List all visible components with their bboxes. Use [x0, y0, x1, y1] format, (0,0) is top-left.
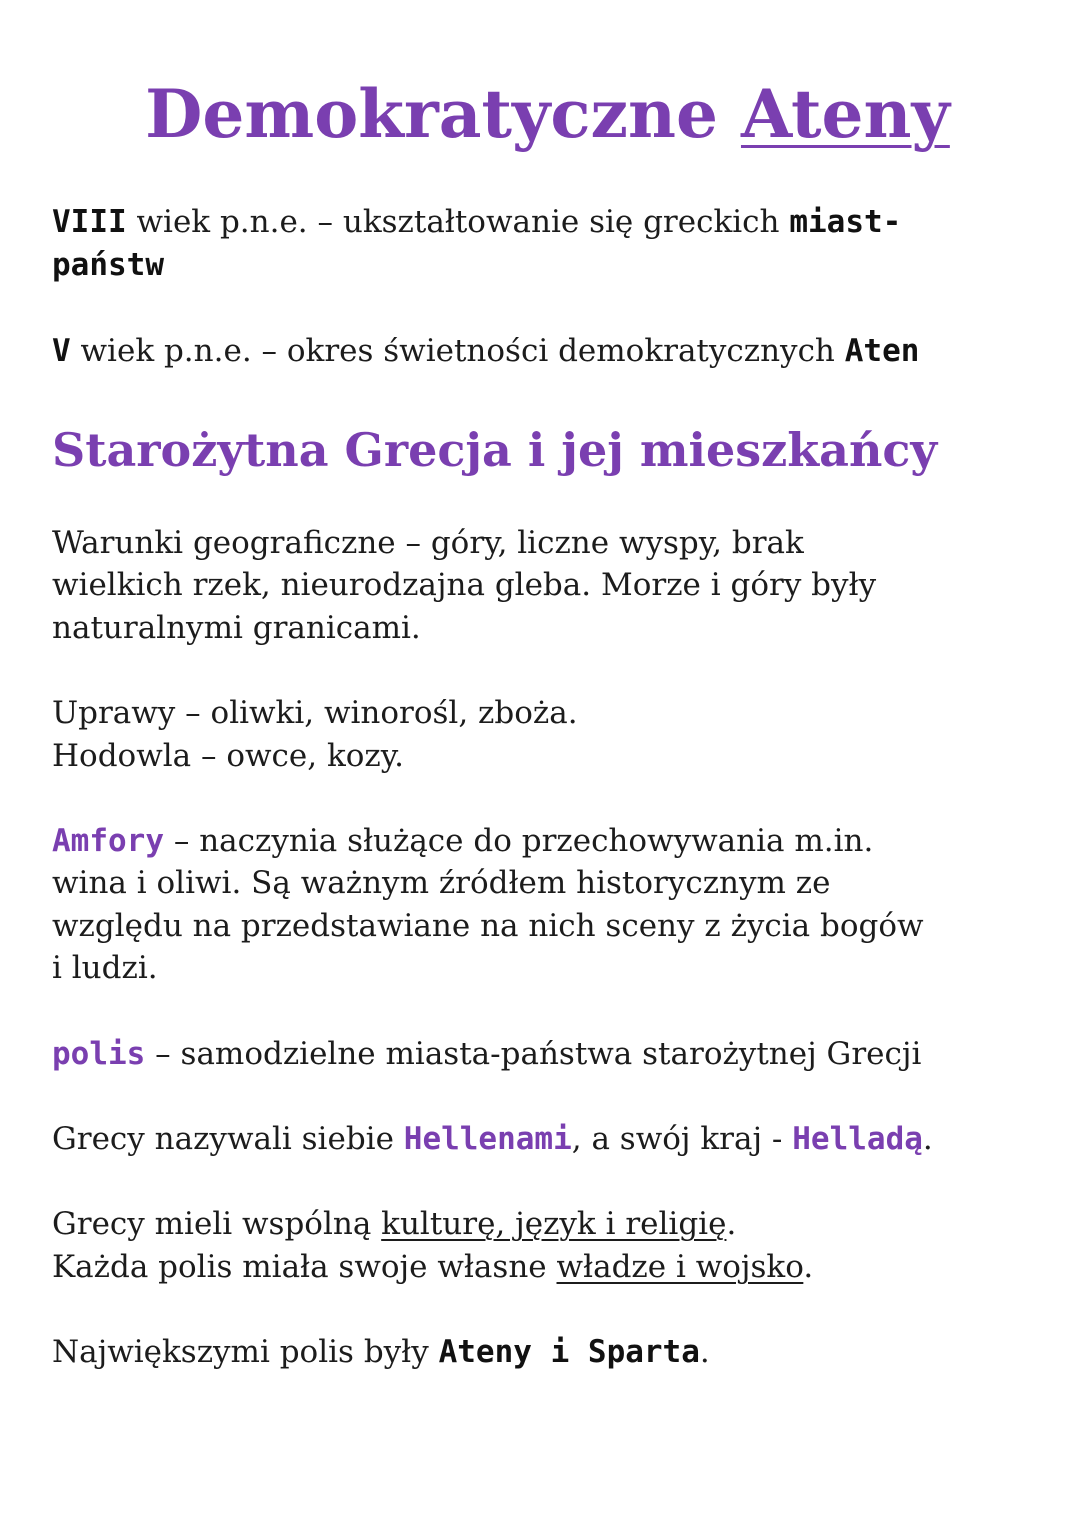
term-aten: Aten — [844, 333, 920, 369]
agriculture-line-1: Uprawy – oliwki, winorośl, zboża. — [52, 695, 578, 731]
own-authority-underlined: władze i wojsko — [556, 1249, 804, 1285]
timeline-item-2 — [52, 330, 919, 372]
page-title-part1: Demokratyczne — [145, 75, 741, 153]
common-culture-text: Grecy mieli wspólną — [52, 1206, 382, 1242]
term-ateny-sparta: Ateny i Sparta — [438, 1334, 700, 1370]
largest-polis-end: . — [699, 1334, 710, 1370]
term-hellenami: Hellenami — [403, 1121, 572, 1157]
century-v: V — [52, 333, 71, 369]
timeline-item-1-text: wiek p.n.e. – ukształtowanie się greckich — [126, 204, 790, 240]
amphorae-line-3: względu na przedstawiane na nich sceny z życia bogów — [52, 908, 924, 944]
geography-line-1: Warunki geograficzne – góry, liczne wyspy, brak — [52, 525, 804, 561]
section-heading: Starożytna Grecja i jej mieszkańcy — [52, 423, 938, 477]
timeline-item-2-text: wiek p.n.e. – okres świetności demokratycznych — [70, 333, 845, 369]
hellenes-text-3: . — [922, 1121, 933, 1157]
common-culture-line — [52, 1203, 736, 1245]
common-culture-end: . — [726, 1206, 737, 1242]
largest-polis-text: Największymi polis były — [52, 1334, 439, 1370]
own-authority-end: . — [803, 1249, 814, 1285]
page-title — [0, 66, 1080, 162]
hellenes-text-1: Grecy nazywali siebie — [52, 1121, 404, 1157]
geography-line-3: naturalnymi granicami. — [52, 610, 421, 646]
agriculture-line-2: Hodowla – owce, kozy. — [52, 738, 404, 774]
hellenes-text-2: , a swój kraj - — [571, 1121, 793, 1157]
own-authority-text: Każda polis miała swoje własne — [52, 1249, 557, 1285]
polis-definition — [52, 1033, 921, 1075]
term-miast: miast- — [789, 204, 902, 240]
term-polis: polis — [52, 1036, 146, 1072]
amphorae-line-1 — [52, 820, 873, 862]
term-amfory: Amfory — [52, 823, 164, 859]
hellenes-line — [52, 1118, 933, 1160]
century-viii: VIII — [52, 204, 127, 240]
own-authority-line — [52, 1246, 813, 1288]
term-hellada: Helladą — [792, 1121, 923, 1157]
term-panstw: państw — [52, 247, 164, 283]
polis-definition-text: – samodzielne miasta-państwa starożytnej Grecji — [145, 1036, 922, 1072]
amphorae-line-4: i ludzi. — [52, 950, 158, 986]
timeline-item-1-line-1 — [52, 201, 901, 243]
amphorae-definition-start: – naczynia służące do przechowywania m.in. — [163, 823, 874, 859]
largest-polis-line — [52, 1331, 710, 1373]
timeline-item-1-line-2 — [52, 244, 164, 286]
amphorae-line-2: wina i oliwi. Są ważnym źródłem historycznym ze — [52, 865, 831, 901]
geography-line-2: wielkich rzek, nieurodzajna gleba. Morze i góry były — [52, 567, 877, 603]
page-title-underlined-part: Ateny — [740, 75, 950, 153]
common-culture-underlined: kulturę, język i religię — [381, 1206, 727, 1242]
